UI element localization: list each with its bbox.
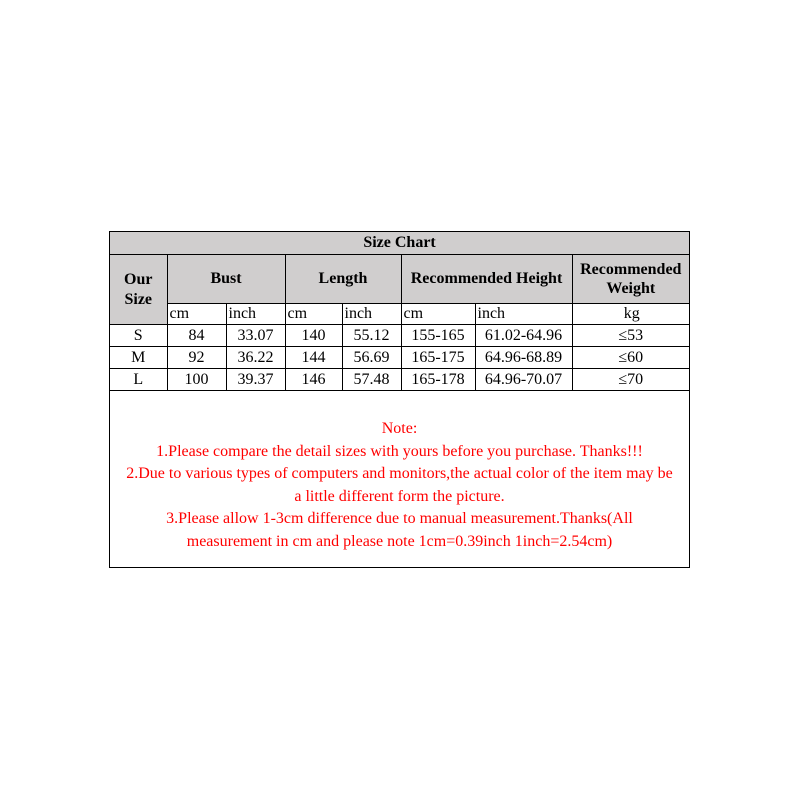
chart-title: Size Chart <box>110 232 689 255</box>
height-cm-cell: 155-165 <box>401 325 475 347</box>
unit-bust-cm: cm <box>167 304 226 325</box>
length-header: Length <box>285 255 401 304</box>
table-row <box>110 347 689 369</box>
weight-header-line2: Weight <box>606 280 656 297</box>
weight-cell: ≤60 <box>572 347 689 369</box>
note-line: a little different form the picture. <box>294 487 505 505</box>
height-cm-cell: 165-178 <box>401 369 475 391</box>
unit-height-inch: inch <box>475 304 572 325</box>
length-cm-cell: 140 <box>285 325 342 347</box>
note-line: measurement in cm and please note 1cm=0.39inch 1inch=2.54cm) <box>186 532 613 550</box>
length-cm-cell: 144 <box>285 347 342 369</box>
bust-inch-cell: 33.07 <box>226 325 285 347</box>
note-heading: Note: <box>381 420 418 437</box>
size-header <box>110 255 167 325</box>
height-inch-cell: 61.02-64.96 <box>475 325 572 347</box>
length-inch-cell: 57.48 <box>342 369 401 391</box>
height-header: Recommended Height <box>401 255 572 304</box>
size-cell: M <box>110 347 167 369</box>
size-chart <box>109 231 690 568</box>
bust-inch-cell: 39.37 <box>226 369 285 391</box>
length-inch-cell: 56.69 <box>342 347 401 369</box>
note-block <box>110 418 689 553</box>
unit-weight: kg <box>572 304 689 325</box>
unit-length-inch: inch <box>342 304 401 325</box>
weight-header <box>572 255 689 304</box>
bust-cm-cell: 92 <box>167 347 226 369</box>
size-header-line2: Size <box>124 290 153 308</box>
unit-length-cm: cm <box>285 304 342 325</box>
table-row <box>110 325 689 347</box>
weight-cell: ≤70 <box>572 369 689 391</box>
title-row <box>110 232 689 255</box>
length-inch-cell: 55.12 <box>342 325 401 347</box>
unit-row <box>110 304 689 325</box>
bust-cm-cell: 84 <box>167 325 226 347</box>
unit-bust-inch: inch <box>226 304 285 325</box>
note-line: 3.Please allow 1-3cm difference due to manual measurement.Thanks(All <box>166 510 633 527</box>
table-row <box>110 369 689 391</box>
unit-height-cm: cm <box>401 304 475 325</box>
height-cm-cell: 165-175 <box>401 347 475 369</box>
bust-header: Bust <box>167 255 285 304</box>
note-line: 1.Please compare the detail sizes with yours before you purchase. Thanks!!! <box>156 442 643 460</box>
weight-header-line1: Recommended <box>580 260 682 278</box>
weight-cell: ≤53 <box>572 325 689 347</box>
size-cell: S <box>110 325 167 347</box>
header-row <box>110 255 689 304</box>
size-cell: L <box>110 369 167 391</box>
bust-inch-cell: 36.22 <box>226 347 285 369</box>
size-table <box>110 232 689 391</box>
note-line: 2.Due to various types of computers and monitors,the actual color of the item may be <box>126 465 673 482</box>
length-cm-cell: 146 <box>285 369 342 391</box>
bust-cm-cell: 100 <box>167 369 226 391</box>
height-inch-cell: 64.96-70.07 <box>475 369 572 391</box>
size-header-line1: Our <box>124 271 153 289</box>
height-inch-cell: 64.96-68.89 <box>475 347 572 369</box>
